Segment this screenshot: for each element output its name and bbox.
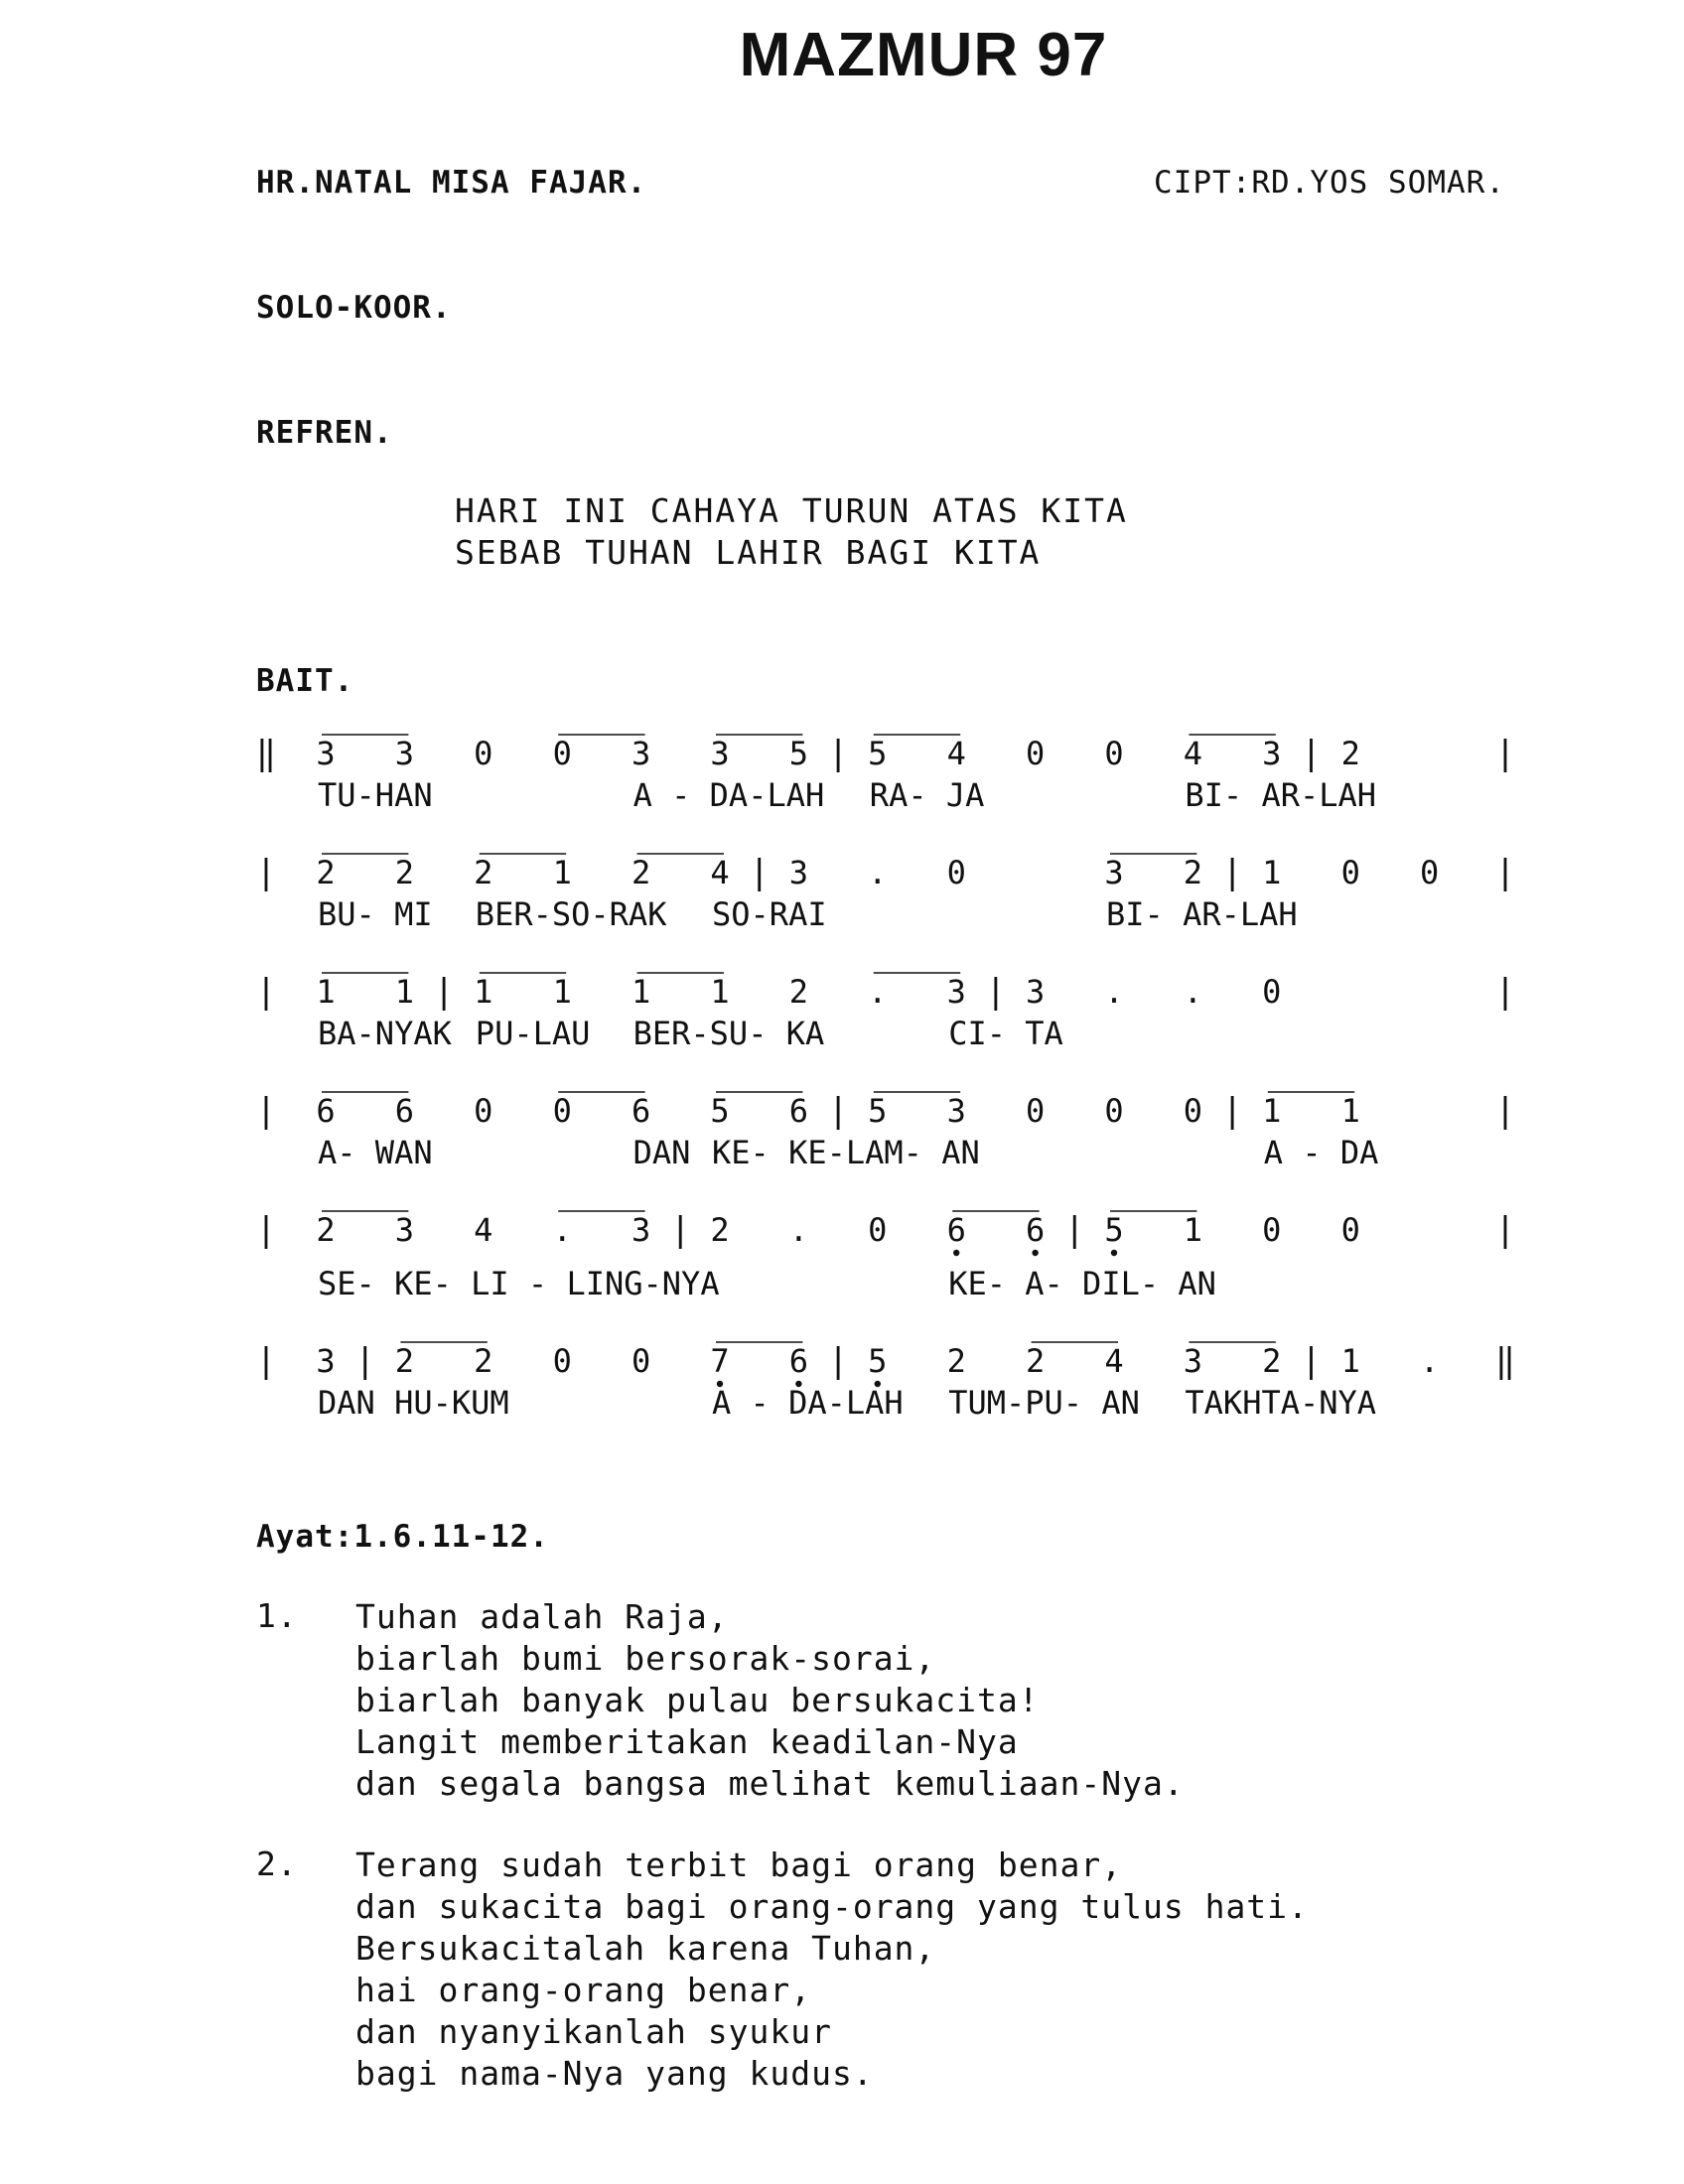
note: 6	[631, 1092, 651, 1130]
note: 2	[631, 854, 651, 891]
barline: |	[255, 853, 277, 892]
barline: |	[1494, 972, 1516, 1012]
barline: |	[1494, 1091, 1516, 1131]
verse-line: dan nyanyikanlah syukur	[355, 2012, 832, 2051]
voicing-label: SOLO-KOOR.	[256, 290, 452, 326]
barline: |	[1301, 1341, 1322, 1381]
lyric-syllables: BU- MI	[318, 895, 433, 933]
lyric-syllables: RA- JA	[869, 776, 985, 814]
note: 0	[474, 1092, 493, 1130]
note: 1	[631, 973, 651, 1011]
verses-heading: Ayat:1.6.11-12.	[256, 1519, 549, 1555]
note: 1	[474, 973, 493, 1011]
note: 1	[552, 854, 572, 891]
note: 1	[1183, 1211, 1203, 1249]
note: 3	[788, 854, 809, 891]
note: 5	[868, 735, 888, 772]
note: 0	[631, 1342, 651, 1380]
lyric-syllables: A - DA-LAH	[632, 776, 825, 814]
barline: |	[1494, 1210, 1516, 1250]
barline: |	[827, 1341, 849, 1381]
verse-line: hai orang-orang benar,	[355, 1971, 812, 2009]
note: 5	[710, 1092, 730, 1130]
refrain-heading: REFREN.	[256, 415, 393, 451]
note: 0	[1025, 1092, 1046, 1130]
low-octave-dot	[953, 1250, 959, 1256]
note: 0	[1262, 973, 1282, 1011]
lyric-syllables: PU-LAU	[475, 1015, 591, 1052]
note: 0	[552, 1092, 572, 1130]
note: 2	[1262, 1342, 1282, 1380]
page-title: MAZMUR 97	[739, 21, 1108, 89]
note: 0	[1419, 854, 1440, 891]
refrain-line: SEBAB TUHAN LAHIR BAGI KITA	[455, 533, 1042, 572]
verse-number: 1.	[256, 1596, 298, 1635]
note: .	[788, 1211, 809, 1249]
note: 2	[710, 1211, 730, 1249]
verse-number: 2.	[256, 1844, 298, 1883]
barline: |	[827, 1091, 849, 1131]
note: 0	[1262, 1211, 1282, 1249]
verse-line: Bersukacitalah karena Tuhan,	[355, 1929, 936, 1968]
lyric-syllables: KE- KE-LAM- AN	[712, 1134, 980, 1171]
note: 1	[1340, 1092, 1360, 1130]
note: 3	[710, 735, 730, 772]
note: 3	[946, 1092, 966, 1130]
lyric-syllables: BER-SO-RAK	[475, 895, 667, 933]
note: 4	[474, 1211, 493, 1249]
lyric-syllables: A - DA	[1263, 1134, 1379, 1171]
barline: |	[1494, 853, 1516, 892]
note: 0	[552, 1342, 572, 1380]
lyric-syllables: A - DA-LAH	[712, 1384, 904, 1422]
barline: |	[354, 1341, 375, 1381]
lyric-syllables: BER-SU- KA	[632, 1015, 825, 1052]
barline: |	[749, 853, 770, 892]
note: 6	[316, 1092, 336, 1130]
note: 1	[316, 973, 336, 1011]
note: 0	[868, 1211, 888, 1249]
note: 3	[394, 1211, 415, 1249]
lyric-syllables: A- WAN	[318, 1134, 433, 1171]
note: 0	[1025, 735, 1046, 772]
barline: |	[255, 1341, 277, 1381]
verse-line: biarlah banyak pulau bersukacita!	[355, 1681, 1040, 1719]
note: 1	[394, 973, 415, 1011]
barline: |	[1064, 1210, 1085, 1250]
barline: |	[255, 1210, 277, 1250]
lyric-syllables: TU-HAN	[318, 776, 433, 814]
barline: |	[1494, 734, 1516, 773]
note: 6	[946, 1211, 966, 1249]
note: 6	[788, 1092, 809, 1130]
verse-lines	[355, 1844, 1309, 2095]
note: 1	[710, 973, 730, 1011]
note: .	[552, 1211, 572, 1249]
note: 4	[946, 735, 966, 772]
lyric-syllables: TAKHTA-NYA	[1185, 1384, 1377, 1422]
note: 6	[1025, 1211, 1046, 1249]
note: 2	[316, 854, 336, 891]
lyric-syllables: TUM-PU- AN	[948, 1384, 1140, 1422]
note: 3	[1262, 735, 1282, 772]
note: 0	[1104, 735, 1124, 772]
note: 1	[1262, 1092, 1282, 1130]
barline: |	[255, 972, 277, 1012]
note: 3	[316, 1342, 336, 1380]
barline: |	[255, 1091, 277, 1131]
barline: |	[1221, 1091, 1243, 1131]
note: 7	[710, 1342, 730, 1380]
low-octave-dot	[1111, 1250, 1117, 1256]
lyric-syllables: BI- AR-LAH	[1185, 776, 1377, 814]
note: 0	[1104, 1092, 1124, 1130]
double-barline: ‖	[255, 734, 277, 773]
occasion-label: HR.NATAL MISA FAJAR.	[256, 165, 647, 201]
note: 3	[1025, 973, 1046, 1011]
verse-line: Tuhan adalah Raja,	[355, 1597, 729, 1636]
note: .	[1419, 1342, 1440, 1380]
note: 4	[710, 854, 730, 891]
note: 2	[394, 854, 415, 891]
note: 1	[552, 973, 572, 1011]
double-barline: ‖	[1494, 1341, 1516, 1381]
note: 2	[474, 854, 493, 891]
note: 2	[1340, 735, 1360, 772]
barline: |	[1221, 853, 1243, 892]
note: .	[1104, 973, 1124, 1011]
lyric-syllables: DAN HU-KUM	[318, 1384, 509, 1422]
note: 5	[868, 1092, 888, 1130]
note: .	[1183, 973, 1203, 1011]
note: 1	[1262, 854, 1282, 891]
note: 5	[868, 1342, 888, 1380]
low-octave-dot	[1032, 1250, 1038, 1256]
note: 0	[946, 854, 966, 891]
note: 3	[316, 735, 336, 772]
note: 3	[946, 973, 966, 1011]
note: 2	[1183, 854, 1203, 891]
note: .	[868, 854, 888, 891]
note: 2	[394, 1342, 415, 1380]
note: 2	[788, 973, 809, 1011]
note: 0	[1340, 854, 1360, 891]
note: 2	[946, 1342, 966, 1380]
note: 2	[1025, 1342, 1046, 1380]
note: 0	[1183, 1092, 1203, 1130]
note: 6	[788, 1342, 809, 1380]
verse-lines	[355, 1596, 1185, 1805]
verse-line: bagi nama-Nya yang kudus.	[355, 2054, 874, 2093]
note: 1	[1340, 1342, 1360, 1380]
barline: |	[827, 734, 849, 773]
lyric-syllables: BA-NYAK	[318, 1015, 452, 1052]
verse-line: dan sukacita bagi orang-orang yang tulus hati.	[355, 1887, 1309, 1926]
lyric-syllables: CI- TA	[948, 1015, 1063, 1052]
barline: |	[985, 972, 1007, 1012]
lyric-syllables: SO-RAI	[712, 895, 827, 933]
lyric-syllables: SE- KE- LI - LING-NYA	[318, 1265, 720, 1302]
note: 3	[1104, 854, 1124, 891]
barline: |	[670, 1210, 691, 1250]
note: 3	[394, 735, 415, 772]
note: 3	[631, 1211, 651, 1249]
verse-line: Terang sudah terbit bagi orang benar,	[355, 1845, 1123, 1884]
note: 3	[1183, 1342, 1203, 1380]
note: 4	[1104, 1342, 1124, 1380]
barline: |	[1301, 734, 1322, 773]
verse-line: Langit memberitakan keadilan-Nya	[355, 1722, 1019, 1761]
note: 0	[552, 735, 572, 772]
note: 4	[1183, 735, 1203, 772]
note: 3	[631, 735, 651, 772]
lyric-syllables: BI- AR-LAH	[1106, 895, 1298, 933]
note: 0	[474, 735, 493, 772]
note: 2	[316, 1211, 336, 1249]
barline: |	[433, 972, 455, 1012]
note: 2	[474, 1342, 493, 1380]
note: 0	[1340, 1211, 1360, 1249]
note: 6	[394, 1092, 415, 1130]
refrain-line: HARI INI CAHAYA TURUN ATAS KITA	[455, 491, 1128, 530]
lyric-syllables: KE- A- DIL- AN	[948, 1265, 1216, 1302]
bait-heading: BAIT.	[256, 663, 354, 699]
composer-credit: CIPT:RD.YOS SOMAR.	[1154, 165, 1505, 201]
verse-line: biarlah bumi bersorak-sorai,	[355, 1639, 936, 1678]
verse-line: dan segala bangsa melihat kemuliaan-Nya.	[355, 1764, 1185, 1803]
note: .	[868, 973, 888, 1011]
note: 5	[788, 735, 809, 772]
note: 5	[1104, 1211, 1124, 1249]
lyric-syllables: DAN	[632, 1134, 691, 1171]
